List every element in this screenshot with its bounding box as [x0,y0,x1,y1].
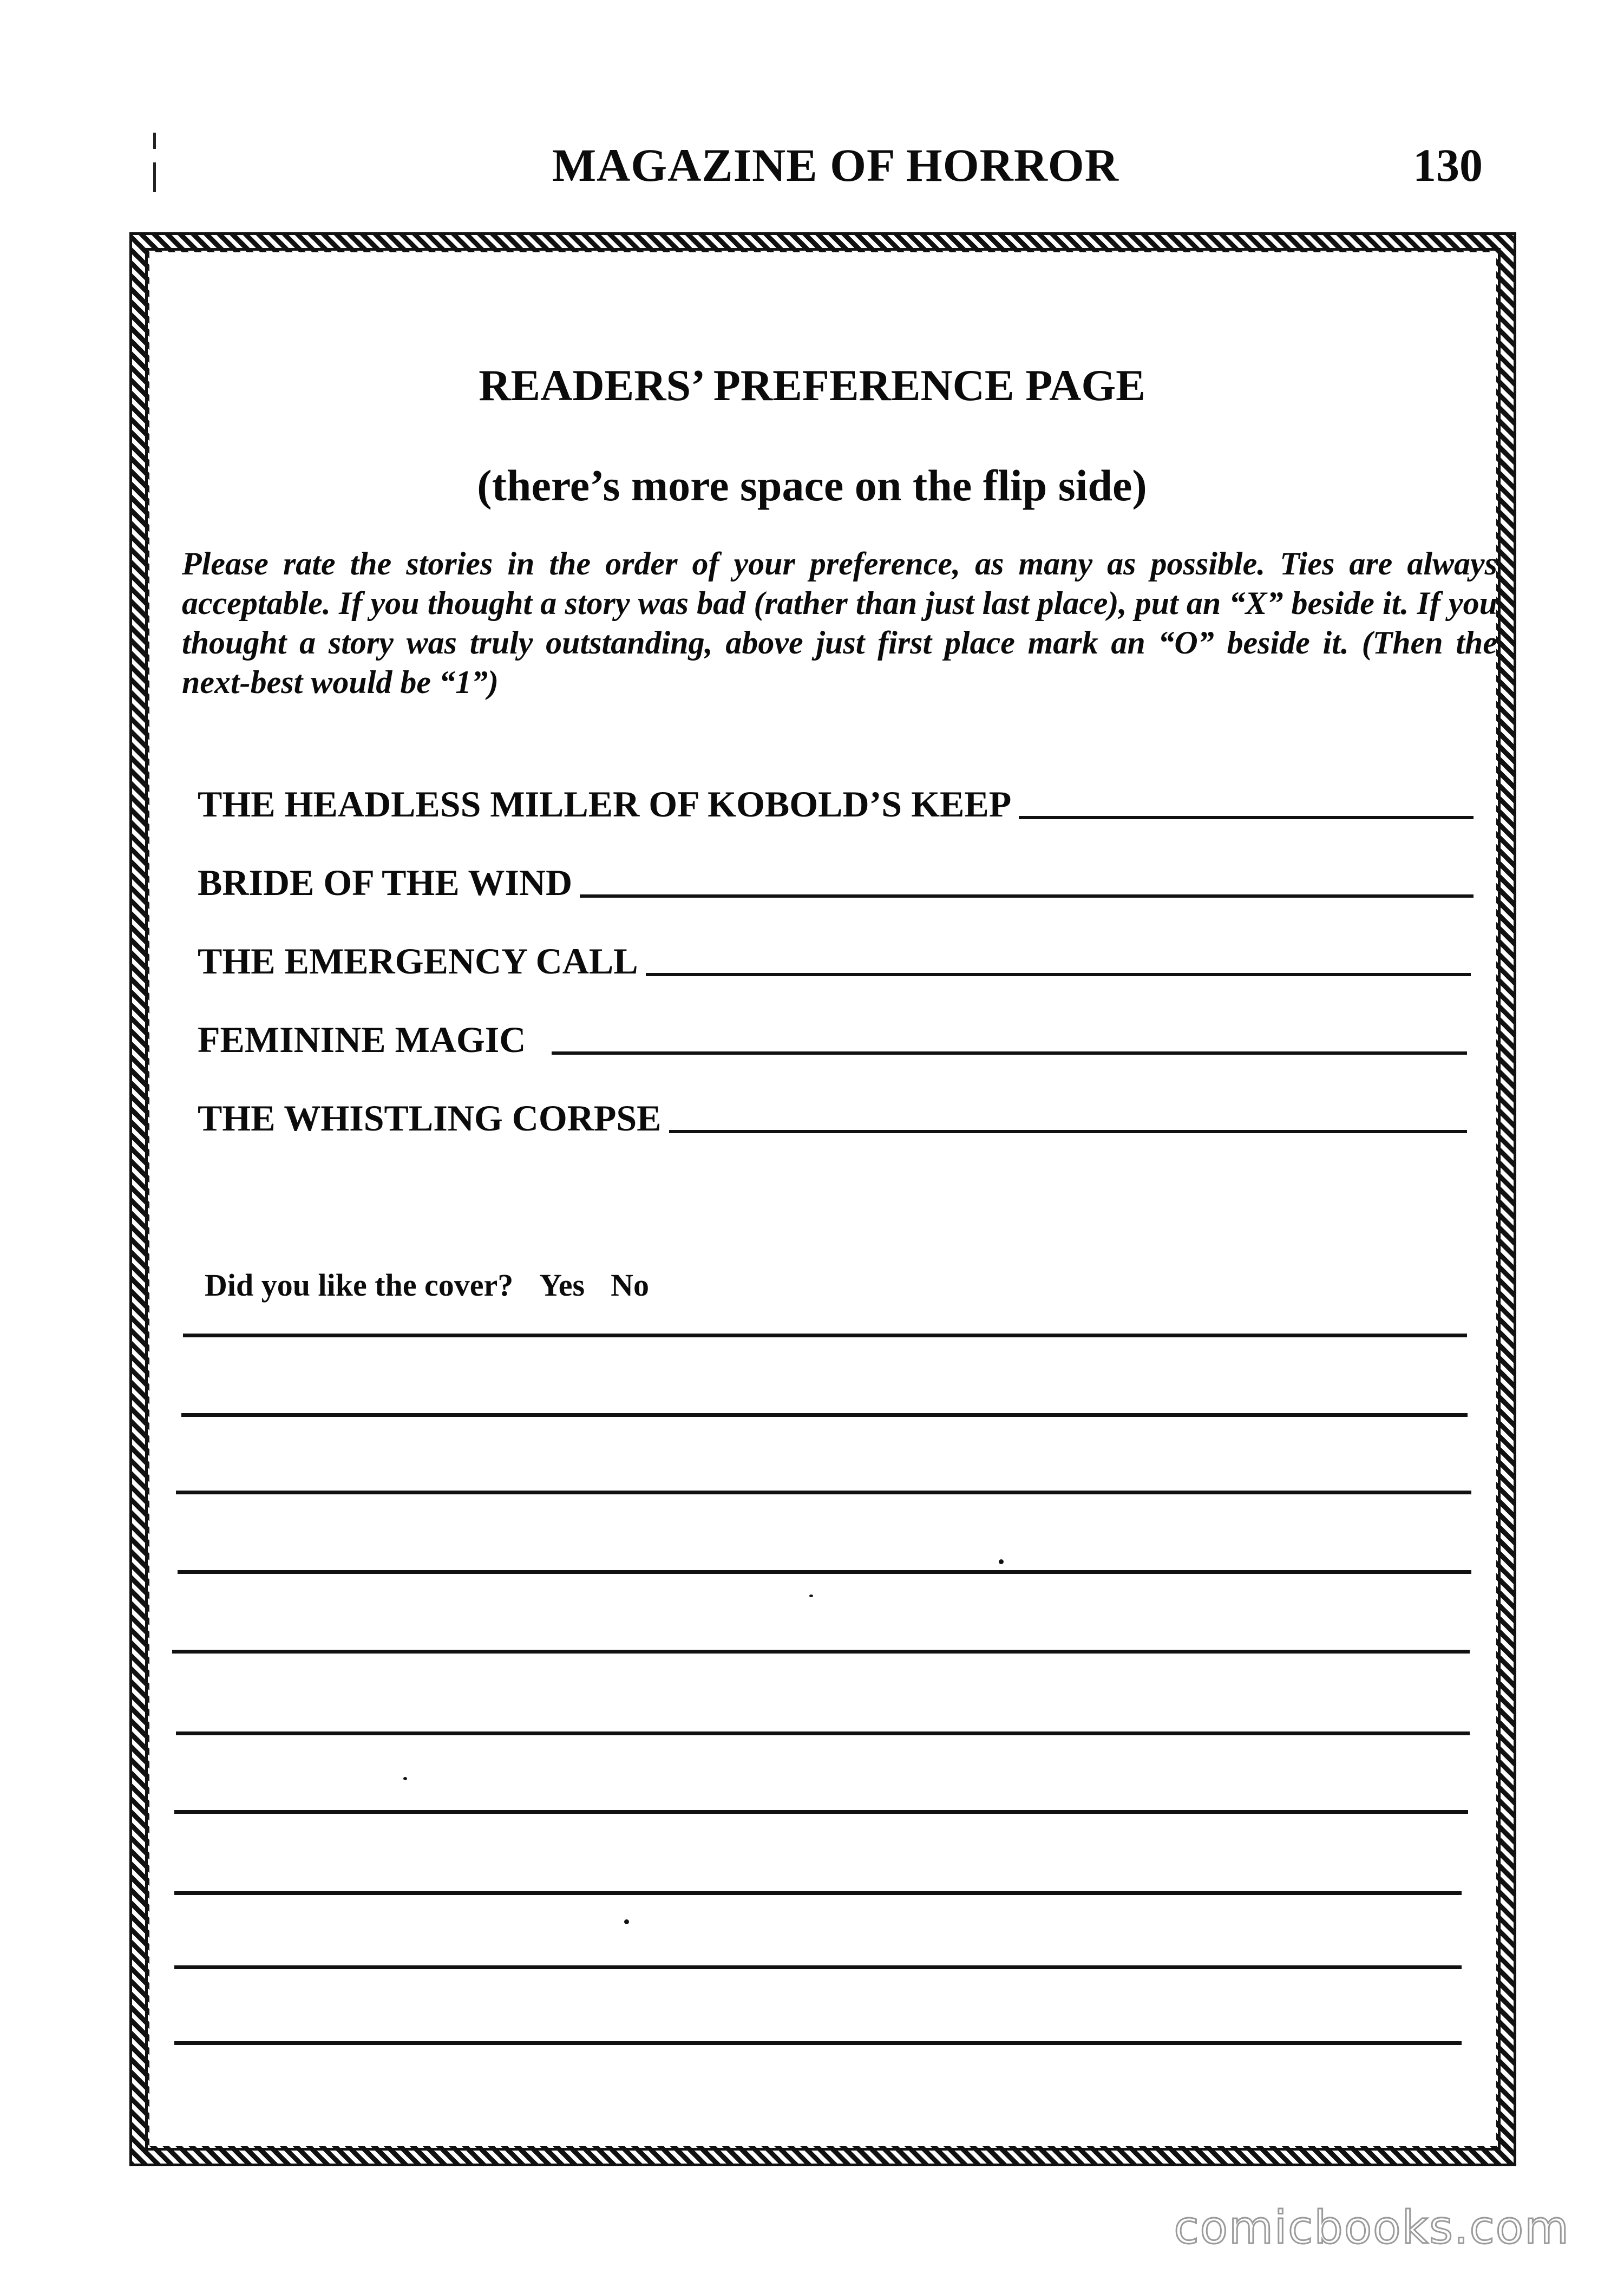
print-speck [809,1595,813,1597]
comment-line[interactable] [176,1491,1471,1494]
form-title: READERS’ PREFERENCE PAGE [479,361,1145,410]
story-title: THE EMERGENCY CALL [198,940,638,982]
rating-blank-line[interactable] [580,894,1474,898]
form-subtitle: (there’s more space on the flip side) [477,461,1147,510]
margin-mark [153,133,156,149]
page-number: 130 [1413,139,1483,191]
story-title: THE WHISTLING CORPSE [198,1097,662,1139]
story-title: BRIDE OF THE WIND [198,862,573,903]
no-option[interactable]: No [611,1267,649,1303]
story-rating-row[interactable] [198,782,1474,826]
story-rating-row[interactable] [198,1018,1467,1061]
comment-line[interactable] [172,1650,1470,1654]
comment-line[interactable] [176,1731,1470,1735]
print-speck [403,1777,407,1780]
frame-inner-line [145,248,1501,2151]
rating-instructions: Please rate the stories in the order of your preference, as many as possible. Ties are always acceptable. If you thought a story was bad (rather than just last place), put an “X” beside it. If you thought a story was truly outstanding, above just first place mark an “O” beside it. (Then the next-best would be “1”) [182,546,1497,700]
site-watermark: comicbooks.com [1174,2201,1570,2254]
cover-question [205,1267,675,1303]
comment-line[interactable] [178,1570,1471,1574]
story-title: FEMININE MAGIC [198,1019,526,1060]
story-rating-row[interactable] [198,861,1474,904]
yes-option[interactable]: Yes [539,1267,585,1303]
comment-line[interactable] [183,1334,1467,1337]
comment-line[interactable] [174,1810,1468,1814]
comment-line[interactable] [174,1891,1462,1895]
rating-blank-line[interactable] [552,1051,1467,1055]
rating-blank-line[interactable] [1019,816,1474,819]
story-rating-row[interactable] [198,1096,1467,1140]
comment-line[interactable] [181,1413,1468,1417]
comment-line[interactable] [174,1965,1462,1969]
story-title: THE HEADLESS MILLER OF KOBOLD’S KEEP [198,783,1012,825]
print-speck [624,1919,629,1924]
print-speck [999,1559,1004,1564]
comment-line[interactable] [174,2041,1462,2045]
rating-blank-line[interactable] [669,1130,1467,1133]
cover-question-text: Did you like the cover? [205,1267,514,1303]
margin-mark [153,162,156,192]
magazine-title: MAGAZINE OF HORROR [552,139,1119,191]
rating-blank-line[interactable] [646,973,1471,976]
story-rating-row[interactable] [198,939,1471,983]
